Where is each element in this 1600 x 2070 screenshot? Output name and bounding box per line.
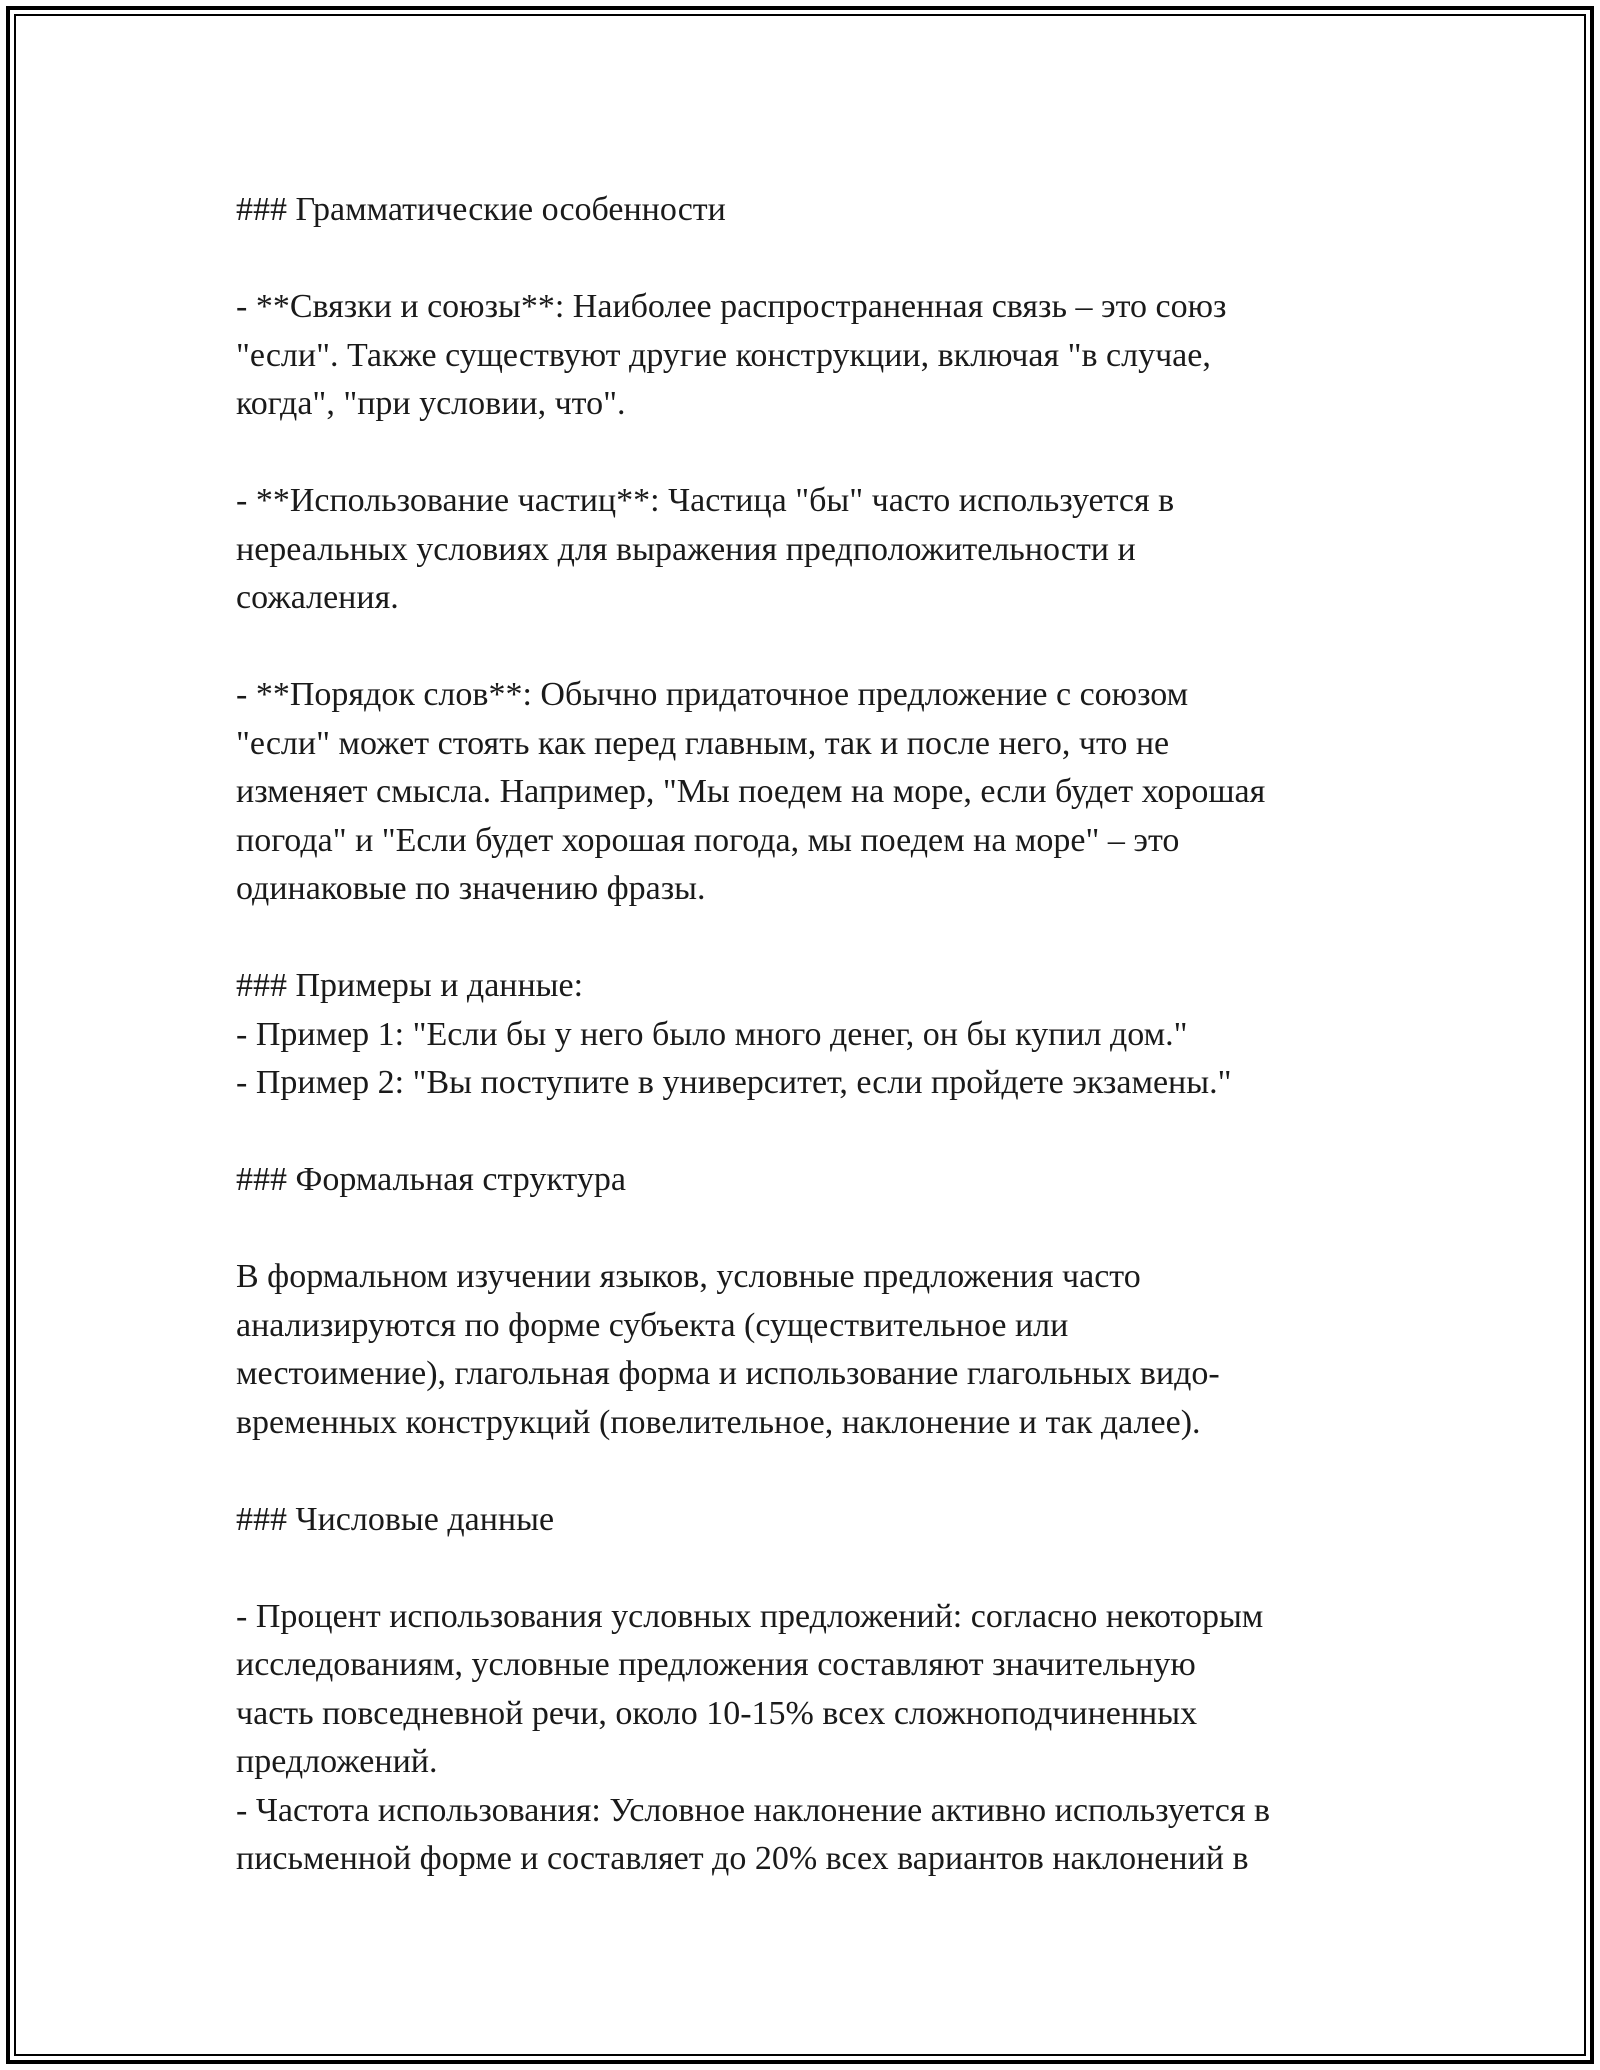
paragraph-gap bbox=[236, 235, 1386, 284]
text-line: погода" и "Если будет хорошая погода, мы поедем на море" – это bbox=[236, 821, 1180, 859]
text-line: изменяет смысла. Например, "Мы поедем на море, если будет хорошая bbox=[236, 773, 1266, 810]
text-line: - **Порядок слов**: Обычно придаточное предложение с союзом bbox=[236, 676, 1189, 713]
text-line: когда", "при условии, что". bbox=[236, 385, 626, 422]
paragraph-gap bbox=[236, 429, 1386, 478]
paragraph-gap bbox=[236, 1544, 1386, 1593]
paragraph-formal-structure bbox=[236, 1253, 1386, 1447]
text-line: временных конструкций (повелительное, наклонение и так далее). bbox=[236, 1403, 1201, 1441]
text-line: нереальных условиях для выражения предположительности и bbox=[236, 530, 1136, 568]
heading-grammar bbox=[236, 186, 1386, 235]
example-item: - Пример 2: "Вы поступите в университет, если пройдете экзамены." bbox=[236, 1064, 1232, 1101]
text-line: - Процент использования условных предложений: согласно некоторым bbox=[236, 1597, 1264, 1635]
text-line: предложений. bbox=[236, 1743, 438, 1780]
text-line: "если" может стоять как перед главным, так и после него, что не bbox=[236, 724, 1170, 762]
text-line: сожаления. bbox=[236, 579, 399, 616]
text-line: одинаковые по значению фразы. bbox=[236, 870, 706, 907]
heading-numeric-data bbox=[236, 1496, 1386, 1545]
text-line: - **Связки и союзы**: Наиболее распространенная связь – это союз bbox=[236, 288, 1227, 325]
text-line: ### Формальная структура bbox=[236, 1161, 626, 1198]
example-item: - Пример 1: "Если бы у него было много денег, он бы купил дом." bbox=[236, 1015, 1188, 1053]
paragraph-gap bbox=[236, 914, 1386, 963]
text-line: исследованиям, условные предложения составляют значительную bbox=[236, 1646, 1196, 1683]
text-line: - **Использование частиц**: Частица "бы" часто используется в bbox=[236, 482, 1175, 519]
text-line: - Частота использования: Условное наклонение активно используется в bbox=[236, 1791, 1271, 1829]
paragraph-gap bbox=[236, 1205, 1386, 1254]
paragraph-numeric-data bbox=[236, 1593, 1386, 1884]
paragraph-gap bbox=[236, 1108, 1386, 1157]
heading-formal-structure bbox=[236, 1156, 1386, 1205]
text-line: часть повседневной речи, около 10-15% всех сложноподчиненных bbox=[236, 1694, 1198, 1732]
text-line: ### Грамматические особенности bbox=[236, 191, 726, 228]
paragraph-word-order bbox=[236, 671, 1386, 914]
paragraph-particles bbox=[236, 477, 1386, 623]
text-line: ### Числовые данные bbox=[236, 1500, 555, 1538]
paragraph-gap bbox=[236, 623, 1386, 672]
text-line: В формальном изучении языков, условные предложения часто bbox=[236, 1258, 1141, 1295]
text-line: "если". Также существуют другие конструкции, включая "в случае, bbox=[236, 336, 1211, 374]
paragraph-conjunctions bbox=[236, 283, 1386, 429]
heading-examples: ### Примеры и данные: bbox=[236, 967, 584, 1004]
paragraph-gap bbox=[236, 1447, 1386, 1496]
text-line: анализируются по форме субъекта (существительное или bbox=[236, 1306, 1069, 1344]
document-body bbox=[236, 186, 1386, 1884]
paragraph-examples bbox=[236, 962, 1386, 1108]
text-line: письменной форме и составляет до 20% всех вариантов наклонений в bbox=[236, 1840, 1249, 1877]
text-line: местоимение), глагольная форма и использование глагольных видо- bbox=[236, 1355, 1220, 1392]
